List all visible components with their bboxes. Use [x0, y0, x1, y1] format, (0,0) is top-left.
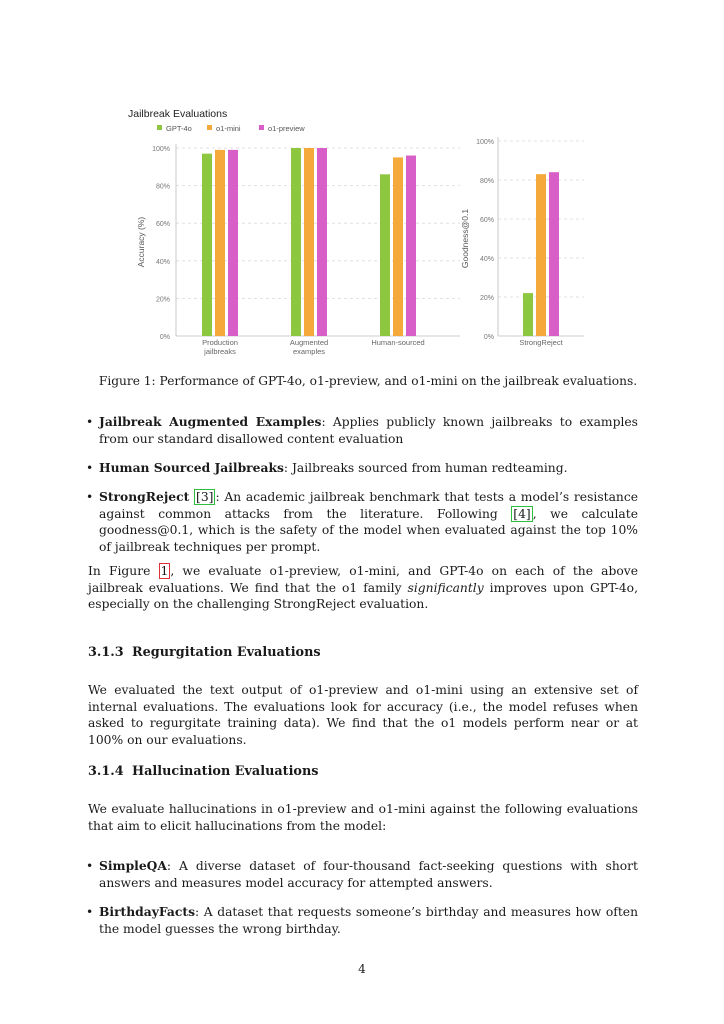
- jailbreak-evaluations-chart: [128, 108, 460, 356]
- y-tick-label: 0%: [483, 334, 494, 341]
- bullet-text: , we calculate goodness@0.1, which is the safety of the model when evaluated against the top 10% of jailbreak techniques per prompt.: [99, 506, 638, 554]
- bar-gpt-4o: [202, 154, 212, 336]
- text-span: improves upon GPT-4o, especially on the challenging StrongReject evaluation.: [88, 580, 638, 612]
- x-tick-label: Human-sourced: [371, 338, 425, 347]
- list-item: [86, 904, 638, 937]
- legend-label: o1-mini: [216, 124, 241, 133]
- bar-o1-mini: [215, 150, 225, 336]
- bar-o1-preview: [406, 156, 416, 336]
- x-tick-label: examples: [292, 347, 326, 356]
- citation-link[interactable]: [3]: [196, 490, 214, 504]
- y-tick-label: 40%: [479, 256, 494, 263]
- bullet-term: Jailbreak Augmented Examples: [99, 414, 322, 429]
- chart-title: Jailbreak Evaluations: [128, 108, 228, 120]
- paragraph-figure-discussion: [88, 563, 638, 613]
- legend-swatch: [207, 125, 212, 130]
- bullet-term: SimpleQA: [99, 858, 167, 873]
- list-item: [86, 858, 638, 891]
- legend-swatch: [259, 125, 264, 130]
- bullet-icon: •: [86, 415, 94, 429]
- y-tick-label: 80%: [155, 183, 170, 191]
- legend-label: GPT-4o: [166, 124, 192, 133]
- bullet-icon: •: [86, 461, 94, 475]
- y-axis-label: Goodness@0.1: [460, 208, 470, 269]
- figure-caption: Figure 1: Performance of GPT-4o, o1-preview, and o1-mini on the jailbreak evaluations.: [98, 374, 638, 388]
- y-tick-label: 100%: [152, 146, 170, 153]
- bar-o1-mini: [393, 157, 403, 336]
- list-item: [86, 414, 638, 447]
- text-span: In Figure: [88, 564, 159, 578]
- x-tick-label: Augmented: [289, 338, 329, 347]
- x-tick-label: StrongReject: [519, 338, 563, 347]
- bar-gpt-4o: [523, 293, 533, 336]
- y-tick-label: 40%: [155, 258, 170, 266]
- bullet-term: BirthdayFacts: [99, 904, 195, 919]
- emphasis: significantly: [407, 580, 484, 595]
- bullet-text: : Applies publicly known jailbreaks to examples from our standard disallowed content evaluation: [99, 415, 638, 446]
- bullet-text: : Jailbreaks sourced from human redteaming.: [283, 461, 568, 475]
- bullet-term: StrongReject: [99, 489, 190, 504]
- y-tick-label: 100%: [476, 139, 494, 146]
- y-tick-label: 20%: [155, 296, 170, 304]
- section-number: 3.1.4: [88, 764, 124, 779]
- bullet-text: : A diverse dataset of four-thousand fact-seeking questions with short answers and measures model accuracy for attempted answers.: [99, 859, 638, 890]
- legend-label: o1-preview: [268, 124, 305, 133]
- text-span: , we evaluate o1-preview, o1-mini, and GPT-4o on each of the above jailbreak evaluations. We find that the o1 family: [88, 564, 639, 595]
- bullet-term: Human Sourced Jailbreaks: [99, 460, 284, 475]
- y-axis-label: Accuracy (%): [136, 216, 146, 268]
- citation-link[interactable]: [4]: [513, 506, 531, 521]
- paragraph-hallucination: We evaluate hallucinations in o1-preview and o1-mini against the following evaluations that aim to elicit hallucinations from the model:: [88, 802, 638, 833]
- list-item: [86, 489, 638, 555]
- x-tick-label: Production: [202, 338, 238, 347]
- y-tick-label: 0%: [159, 334, 170, 341]
- bar-o1-mini: [536, 174, 546, 336]
- bullet-icon: •: [86, 905, 94, 919]
- jailbreak-chart: [0, 0, 724, 370]
- bar-o1-mini: [304, 148, 314, 336]
- section-heading: [88, 764, 318, 779]
- section-title: Hallucination Evaluations: [132, 764, 319, 779]
- bullet-text: : An academic jailbreak benchmark that tests a model’s resistance against common attacks from the literature. Following: [99, 490, 638, 521]
- strongreject-chart: [460, 137, 584, 347]
- y-tick-label: 60%: [479, 217, 494, 224]
- section-heading: [88, 645, 321, 660]
- bar-o1-preview: [317, 148, 327, 336]
- x-tick-label: jailbreaks: [204, 347, 236, 356]
- y-tick-label: 60%: [155, 221, 170, 229]
- section-title: Regurgitation Evaluations: [132, 645, 321, 660]
- bullet-text: : A dataset that requests someone’s birthday and measures how often the model guesses the wrong birthday.: [99, 905, 638, 936]
- paragraph-regurgitation: We evaluated the text output of o1-preview and o1-mini using an extensive set of internal evaluations. The evaluations look for accuracy (i.e., the model refuses when asked to regurgitate training data). We find that the o1 models perform near or at 100% on our evaluations.: [88, 683, 638, 747]
- y-tick-label: 20%: [479, 295, 494, 302]
- page-number: 4: [358, 962, 366, 976]
- bar-o1-preview: [228, 150, 238, 336]
- figure-1: [0, 0, 724, 370]
- list-item: [86, 460, 638, 477]
- bar-o1-preview: [549, 172, 559, 336]
- section-number: 3.1.3: [88, 645, 124, 660]
- bar-gpt-4o: [291, 148, 301, 336]
- legend-swatch: [157, 125, 162, 130]
- bullet-icon: •: [86, 490, 94, 504]
- bar-gpt-4o: [380, 174, 390, 336]
- y-tick-label: 80%: [479, 178, 494, 185]
- bullet-icon: •: [86, 859, 94, 873]
- figure-ref-link[interactable]: 1: [160, 564, 169, 578]
